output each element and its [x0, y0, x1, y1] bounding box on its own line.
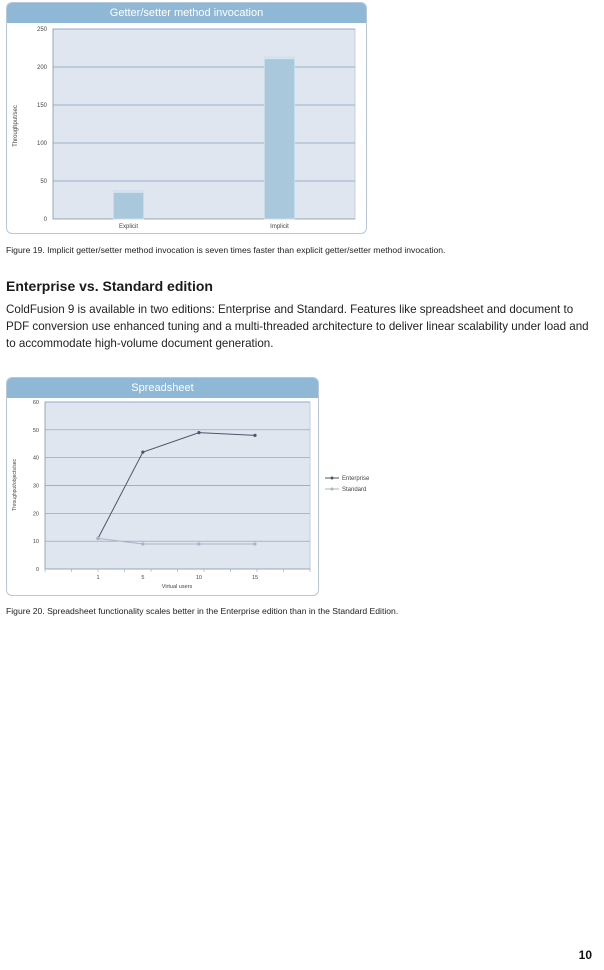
y-tick-label: 100: [36, 141, 47, 147]
figure-20-chart: [6, 377, 319, 596]
y-tick-label: 250: [36, 27, 47, 33]
x-axis-label: Virtual users: [161, 584, 193, 590]
y-tick-label: 150: [36, 103, 47, 109]
y-tick-label: 200: [36, 65, 47, 71]
x-tick-label: Explicit: [118, 224, 139, 230]
figure-20-legend: [323, 471, 403, 501]
data-point-standard: [197, 542, 200, 545]
figure-19-chart: [6, 2, 367, 234]
data-point-enterprise: [197, 431, 200, 434]
figure-19-chart-svg: [7, 3, 366, 233]
plot-area: [53, 29, 355, 219]
section-paragraph: ColdFusion 9 is available in two editions: Enterprise and Standard. Features like spreadsheet and document to PDF conversion use enhanced tuning and a multi-threaded architecture to deliver linear scalability under load and to accommodate high-volume document generation.: [6, 303, 589, 350]
bar: [265, 57, 295, 219]
y-tick-label: 30: [32, 483, 39, 490]
bar: [114, 191, 144, 219]
x-tick-label: 5: [141, 575, 145, 581]
figure-20-caption: Figure 20. Spreadsheet functionality scales better in the Enterprise edition than in the Standard Edition.: [6, 606, 399, 616]
figure-20-chart-svg: [7, 378, 318, 595]
legend-standard-marker: [331, 488, 334, 491]
figure-20-chart-title: Spreadsheet: [7, 378, 318, 398]
x-tick-label: 15: [251, 575, 259, 581]
x-tick-label: 1: [96, 575, 100, 581]
y-tick-label: 20: [32, 511, 39, 518]
data-point-enterprise: [141, 451, 144, 454]
legend-enterprise-marker: [331, 477, 334, 480]
figure-19-chart-title: Getter/setter method invocation: [7, 3, 366, 23]
y-tick-label: 60: [32, 400, 39, 406]
data-point-enterprise: [253, 434, 256, 437]
x-tick-label: 10: [195, 575, 202, 581]
y-tick-label: 50: [40, 179, 47, 185]
data-point-standard: [253, 542, 256, 545]
bar-highlight: [114, 191, 144, 193]
legend-standard-label: Standard: [342, 487, 367, 493]
y-tick-label: 10: [32, 539, 39, 546]
figure-19-caption: Figure 19. Implicit getter/setter method invocation is seven times faster than explicit getter/setter method invocation.: [6, 245, 446, 255]
y-tick-label: 40: [32, 455, 39, 462]
y-tick-label: 50: [32, 427, 39, 434]
y-tick-label: 0: [43, 217, 47, 223]
page-number: 10: [578, 948, 592, 962]
data-point-standard: [96, 537, 99, 540]
data-point-standard: [141, 542, 144, 545]
y-axis-label: Throughput/sec: [13, 105, 19, 147]
y-axis-label: Throughput/objects/sec: [12, 459, 18, 511]
section-heading: Enterprise vs. Standard edition: [6, 278, 213, 294]
y-tick-label: 0: [35, 567, 39, 573]
x-tick-label: Implicit: [270, 224, 289, 230]
bar-highlight: [265, 57, 295, 59]
legend-enterprise-label: Enterprise: [342, 476, 370, 482]
